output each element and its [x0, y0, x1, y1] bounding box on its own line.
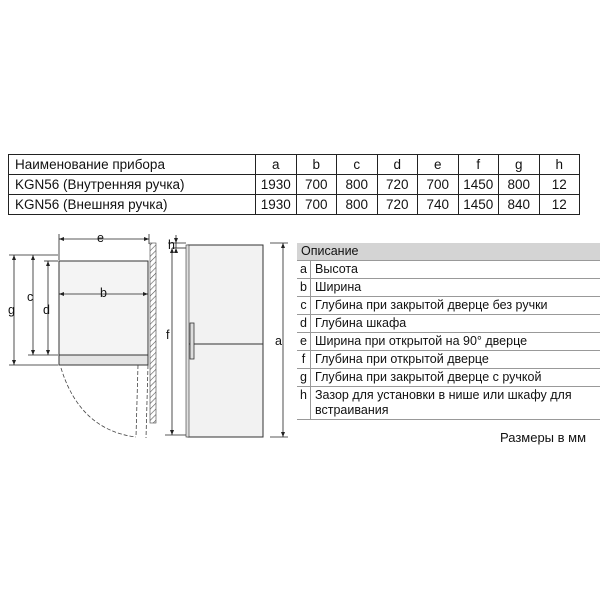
wall-hatch	[150, 243, 156, 423]
legend-key: g	[297, 369, 311, 387]
list-item	[297, 297, 600, 315]
value-h: 12	[539, 195, 580, 215]
label-h: h	[168, 238, 175, 252]
label-f: f	[166, 328, 170, 342]
legend-key: b	[297, 279, 311, 297]
door-front-edge	[186, 245, 189, 437]
fridge-body-top-view	[59, 261, 148, 355]
legend-text: Глубина при закрытой дверце без ручки	[311, 297, 600, 315]
table-row	[9, 195, 580, 215]
value-a: 1930	[256, 175, 297, 195]
list-item	[297, 351, 600, 369]
value-e: 740	[418, 195, 459, 215]
list-item	[297, 387, 600, 420]
door-closed-top-view	[59, 355, 148, 365]
list-item	[297, 279, 600, 297]
label-d: d	[43, 303, 50, 317]
legend-text: Ширина при открытой на 90° дверце	[311, 333, 600, 351]
legend-text: Глубина при открытой дверце	[311, 351, 600, 369]
dimension-diagram	[0, 225, 300, 445]
legend-key: a	[297, 261, 311, 279]
door-swing-arc	[61, 368, 136, 437]
legend-text: Высота	[311, 261, 600, 279]
legend-table	[297, 243, 600, 420]
list-item	[297, 369, 600, 387]
value-c: 800	[337, 175, 378, 195]
door-open-outline-inner	[136, 365, 138, 437]
legend-text: Глубина шкафа	[311, 315, 600, 333]
column-header-f: f	[458, 155, 499, 175]
top-view	[59, 243, 156, 438]
side-view	[186, 245, 263, 437]
value-c: 800	[337, 195, 378, 215]
device-name-header: Наименование прибора	[9, 155, 256, 175]
value-f: 1450	[458, 195, 499, 215]
value-h: 12	[539, 175, 580, 195]
label-b: b	[100, 286, 107, 300]
column-header-d: d	[377, 155, 418, 175]
column-header-b: b	[296, 155, 337, 175]
legend-title: Описание	[297, 243, 600, 261]
list-item	[297, 261, 600, 279]
value-e: 700	[418, 175, 459, 195]
legend-text: Ширина	[311, 279, 600, 297]
device-name: KGN56 (Внутренняя ручка)	[9, 175, 256, 195]
legend-key: c	[297, 297, 311, 315]
legend-key: f	[297, 351, 311, 369]
list-item	[297, 333, 600, 351]
value-d: 720	[377, 195, 418, 215]
column-header-c: c	[337, 155, 378, 175]
label-g: g	[8, 303, 15, 317]
value-d: 720	[377, 175, 418, 195]
value-f: 1450	[458, 175, 499, 195]
column-header-g: g	[499, 155, 540, 175]
value-b: 700	[296, 195, 337, 215]
label-e: e	[97, 231, 104, 245]
fridge-body-side-view	[188, 245, 263, 437]
label-a: a	[275, 334, 282, 348]
table-row	[9, 175, 580, 195]
column-header-e: e	[418, 155, 459, 175]
legend-key: e	[297, 333, 311, 351]
door-open-outline	[146, 365, 148, 438]
list-item	[297, 315, 600, 333]
door-handle	[190, 323, 194, 359]
legend-header	[297, 243, 600, 261]
legend-key: h	[297, 387, 311, 420]
legend-text: Глубина при закрытой дверце с ручкой	[311, 369, 600, 387]
dimensions-table-header	[9, 155, 580, 175]
legend-text: Зазор для установки в нише или шкафу для встраивания	[311, 387, 600, 420]
value-a: 1930	[256, 195, 297, 215]
dimensions-table	[8, 154, 580, 215]
device-name: KGN56 (Внешняя ручка)	[9, 195, 256, 215]
column-header-a: a	[256, 155, 297, 175]
legend-key: d	[297, 315, 311, 333]
value-b: 700	[296, 175, 337, 195]
value-g: 800	[499, 175, 540, 195]
label-c: c	[27, 290, 34, 304]
value-g: 840	[499, 195, 540, 215]
units-note: Размеры в мм	[500, 430, 587, 445]
column-header-h: h	[539, 155, 580, 175]
